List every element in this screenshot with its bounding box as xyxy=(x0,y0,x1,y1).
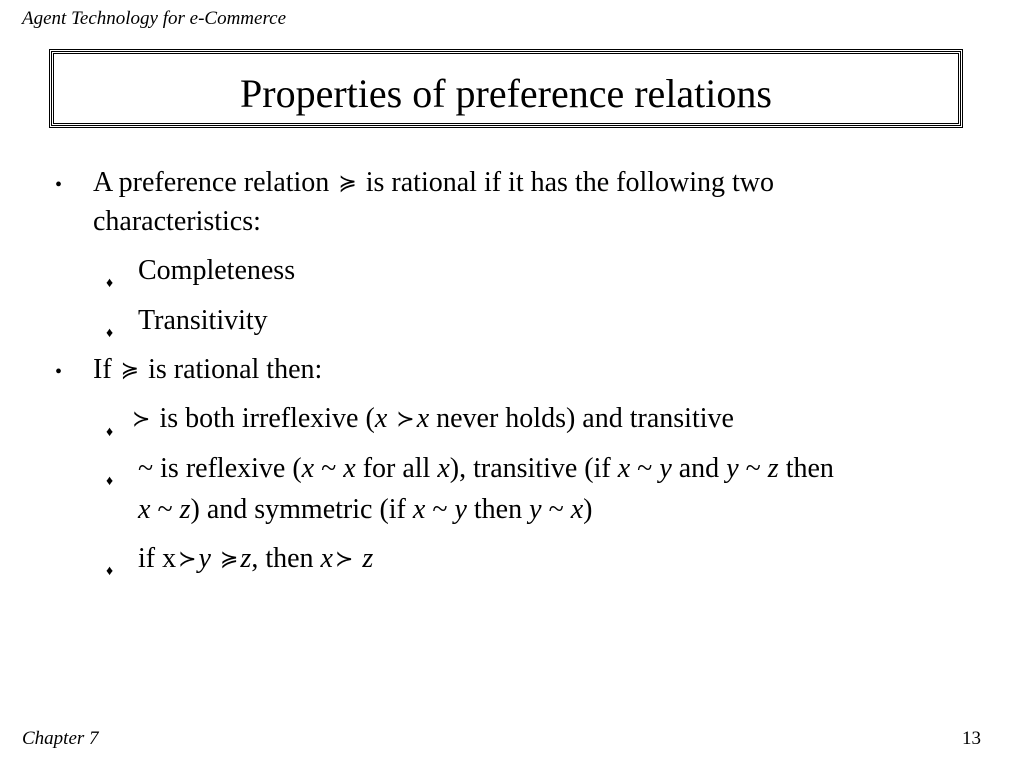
var-x: x xyxy=(570,494,584,525)
indiff-text-and: and xyxy=(678,453,720,484)
indifference-symbol: ~ xyxy=(321,453,337,484)
var-y: y xyxy=(198,543,211,574)
var-y: y xyxy=(659,453,672,484)
strict-text-a: is both irreflexive ( xyxy=(159,403,375,434)
item2-intro xyxy=(93,351,322,389)
sub-item-strict xyxy=(130,400,734,438)
bullet-icon: • xyxy=(55,361,63,383)
indifference-symbol: ~ xyxy=(432,494,448,525)
var-x: x xyxy=(301,453,315,484)
item1-text-b: is rational if it has the following two xyxy=(365,167,775,198)
indifference-symbol: ~ xyxy=(637,453,653,484)
item2-if-text: If xyxy=(93,354,112,385)
var-x: x xyxy=(343,453,356,484)
diamond-bullet-icon: ♦ xyxy=(106,425,114,440)
bullet-icon: • xyxy=(55,174,63,196)
var-x: x xyxy=(412,494,426,525)
var-z: z xyxy=(240,543,252,574)
sub-item-indifference-line2 xyxy=(138,491,592,529)
diamond-bullet-icon: ♦ xyxy=(106,474,114,489)
indifference-symbol: ~ xyxy=(157,494,173,525)
weak-preference-symbol: ≽ xyxy=(120,357,140,382)
var-y: y xyxy=(726,453,739,484)
page-number: 13 xyxy=(962,728,981,749)
indifference-symbol: ~ xyxy=(138,453,154,484)
indifference-symbol: ~ xyxy=(745,453,761,484)
slide-title: Properties of preference relations xyxy=(240,71,772,116)
strict-preference-symbol: ≻ xyxy=(396,406,415,431)
var-x: x xyxy=(416,403,430,434)
indiff-text-transitive: ), transitive (if xyxy=(449,453,611,484)
var-z: z xyxy=(179,494,191,525)
weak-preference-symbol: ≽ xyxy=(338,170,357,195)
chain-text-then: , then xyxy=(251,543,314,574)
title-box xyxy=(51,51,961,126)
chain-text-if: if x xyxy=(138,543,177,574)
var-x: x xyxy=(617,453,631,484)
sub-item-indifference-line1 xyxy=(138,450,834,488)
close-paren: ) xyxy=(583,494,593,525)
sub-item-transitivity: Transitivity xyxy=(138,305,268,336)
indiff-text-forall: for all xyxy=(362,453,431,484)
item1-text-a: A preference relation xyxy=(93,167,330,198)
diamond-bullet-icon: ♦ xyxy=(106,276,114,291)
item1-line2: characteristics: xyxy=(93,206,261,237)
var-x: x xyxy=(437,453,450,484)
item2-intro-text: is rational then: xyxy=(148,354,323,385)
strict-preference-symbol: ≻ xyxy=(334,546,354,571)
course-title: Agent Technology for e-Commerce xyxy=(22,8,287,29)
weak-preference-symbol: ≽ xyxy=(219,546,239,571)
indiff-text-symmetric: ) and symmetric (if xyxy=(190,494,406,525)
chapter-label: Chapter 7 xyxy=(22,728,99,749)
var-y: y xyxy=(529,494,542,525)
sub-item-chain xyxy=(138,540,373,578)
strict-preference-symbol: ≻ xyxy=(178,546,197,571)
var-x: x xyxy=(374,403,388,434)
strict-text-b: never holds) and transitive xyxy=(436,403,734,434)
var-y: y xyxy=(454,494,467,525)
diamond-bullet-icon: ♦ xyxy=(106,564,114,579)
item1-line1 xyxy=(93,164,774,202)
var-z: z xyxy=(362,543,374,574)
var-z: z xyxy=(767,453,779,484)
indifference-symbol: ~ xyxy=(548,494,564,525)
indiff-text-then: then xyxy=(473,494,523,525)
strict-preference-symbol: ≻ xyxy=(132,406,151,431)
sub-item-completeness: Completeness xyxy=(138,255,296,286)
var-x: x xyxy=(138,494,151,525)
indiff-text-then: then xyxy=(785,453,834,484)
indiff-text-reflexive: is reflexive ( xyxy=(160,453,302,484)
diamond-bullet-icon: ♦ xyxy=(106,326,114,341)
var-x: x xyxy=(320,543,333,574)
